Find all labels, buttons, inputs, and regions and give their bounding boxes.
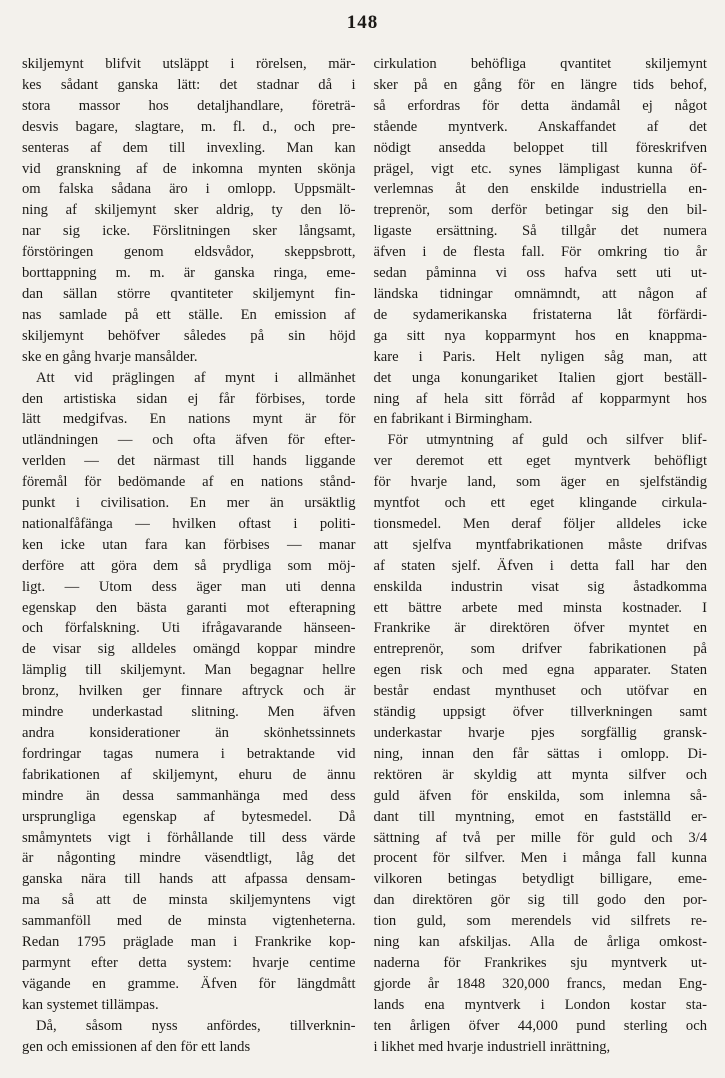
text-line: Då, såsom nyss anfördes, tillverknin-	[36, 1017, 356, 1034]
text-line: derföre att göra dem så prydliga som möj-	[22, 557, 356, 574]
text-line: den artistiska sidan ej får förbises, torde	[22, 390, 356, 407]
text-line: gjorde år 1848 320,000 francs, medan Eng-	[373, 975, 707, 992]
text-line: entreprenör, som drifver fabrikationen på	[373, 641, 707, 658]
text-line: sker på en gång för en längre tids behof,	[373, 76, 707, 93]
text-line: borttappning m. m. är ganska ringa, eme-	[22, 265, 356, 282]
text-line: vilkoren betingas betydligt billigare, eme-	[373, 871, 707, 888]
text-line: ligaste ersättning. Så tillgår det numera	[373, 223, 707, 240]
text-line: stående myntverk. Anskaffandet af det	[373, 118, 707, 135]
text-line: punkt i civilisation. En mer än ursäktlig	[22, 495, 356, 512]
text-line: sättning af två per mille för guld och 3/4	[373, 829, 707, 846]
text-line: ken icke utan fara kan förbises — manar	[22, 536, 356, 553]
text-line: ligt. — Utom dess äger man uti denna	[22, 578, 356, 595]
text-line: ning, innan den får sättas i omlopp. Di-	[373, 745, 707, 762]
text-line: bronz, hvilken ger finnare aftryck och är	[22, 683, 356, 700]
text-line: att sjelfva myntfabrikationen måste drifvas	[373, 536, 707, 553]
text-line: ga sitt nya kopparmynt hos en knappma-	[373, 327, 707, 344]
text-line: Att vid präglingen af mynt i allmänhet	[36, 369, 356, 386]
text-line: tion guld, som merendels vid silfrets re-	[373, 913, 707, 930]
text-line: procent för silfver. Men i många fall kunna	[373, 850, 707, 867]
text-line: skiljemynt blifvit utsläppt i rörelsen, mär-	[22, 56, 356, 72]
text-line: verlemnas åt den enskilde industriella en-	[373, 181, 707, 198]
text-line: nationalfåfänga — hvilken oftast i politi-	[22, 515, 356, 532]
text-line: prägel, vigt etc. synes lämpligast kunna öf-	[373, 160, 707, 177]
text-line: ning af skiljemynt sker aldrig, ty den lö-	[22, 202, 356, 219]
text-line: består endast mynthuset och utöfvar en	[373, 683, 707, 700]
text-line: utländningen — och ofta äfven för efter-	[22, 432, 356, 449]
text-line: de visar sig alldeles omängd koppar mindre	[22, 641, 356, 658]
text-line: guld äfven för enskilda, som inlemna så-	[373, 787, 707, 804]
text-line: dan direktören gör sig till godo den por-	[373, 892, 707, 909]
text-line: naderna för Frankrikes sju myntverk ut-	[373, 954, 707, 971]
text-line: nas samlade på ett ställe. En emission af	[22, 306, 356, 323]
text-line: Frankrike är direktören öfver myntet en	[373, 620, 707, 637]
text-line: kan systemet tillämpas.	[22, 996, 159, 1013]
text-line: föremål för bedömande af en nations stånd-	[22, 474, 356, 491]
text-line: verlden — det närmast till hands liggande	[22, 453, 356, 470]
text-line: ständig uppsigt öfver tillverkningen samt	[373, 704, 707, 721]
text-line: treprenör, som derför betingar sig den bil-	[373, 202, 707, 219]
left-column	[22, 54, 356, 1064]
text-line: ning af hela sitt förråd af kopparmynt hos	[373, 390, 707, 407]
text-line: fordringar tagas numera i betraktande vid	[22, 745, 356, 762]
text-line: mindre underkastad slitning. Men äfven	[22, 704, 356, 721]
text-line: sammanföll med de minsta vigtenheterna.	[22, 913, 356, 930]
text-line: ning kan afskiljas. Alla de årliga omkost-	[373, 934, 707, 951]
text-line: Redan 1795 präglade man i Frankrike kop-	[22, 934, 356, 951]
text-columns	[22, 54, 707, 1064]
text-line: dant till myntning, emot en fastställd er-	[373, 808, 707, 825]
text-line: egenskap den bästa garanti mot efterapning	[22, 599, 356, 616]
text-line: de sydamerikanska fristaterna låt förfärdi-	[373, 306, 707, 323]
text-line: äfven i de flesta fall. För omkring tio år	[373, 244, 707, 261]
text-line: om falska sådana äro i omlopp. Uppsmält-	[22, 181, 356, 198]
text-line: sedan påminna vi oss hafva sett uti ut-	[373, 265, 707, 282]
text-line: det unga konungariket Italien gjort beställ-	[373, 369, 707, 386]
text-line: andra konsiderationer än skönhetssinnets	[22, 725, 356, 741]
text-line: cirkulation behöfliga qvantitet skiljemynt	[373, 56, 707, 72]
text-line: för hvarje land, som äger en sjelfständig	[373, 474, 707, 491]
text-line: gen och emissionen af den för ett lands	[22, 1038, 251, 1055]
text-line: myntfot och ett eget klingande cirkula-	[373, 495, 707, 512]
text-line: nar sig icke. Förslitningen sker långsamt,	[22, 223, 356, 240]
text-line: underkastar hvarje pjes sorgfällig gransk-	[373, 725, 707, 741]
text-line: parmynt efter detta system: hvarje centime	[22, 954, 356, 971]
right-column	[374, 54, 708, 1064]
text-line: senteras af dem till invexling. Man kan	[22, 139, 356, 156]
text-line: kes sådant ganska lätt: det stadnar då i	[22, 76, 356, 93]
text-line: ske en gång hvarje mansålder.	[22, 348, 198, 365]
text-line: är någonting mindre väsendtligt, låg det	[22, 850, 356, 867]
text-line: vägande en gramme. Äfven för längdmått	[22, 975, 356, 992]
page-number: 148	[346, 12, 379, 33]
text-line: enskilda industrin visat sig åstadkomma	[373, 578, 707, 595]
text-line: ten årligen öfver 44,000 pund sterling och	[373, 1017, 707, 1034]
text-line: lätt medgifvas. En nations mynt är för	[22, 411, 356, 428]
text-line: förstöringen genom eldsvådor, skeppsbrott,	[22, 244, 356, 261]
text-line: lämplig till skiljemynt. Man begagnar hellre	[22, 662, 356, 679]
text-line: en fabrikant i Birmingham.	[373, 411, 533, 428]
text-line: rektören är skyldig att mynta silfver och	[373, 766, 707, 783]
text-line: tionsmedel. Men deraf följer alldeles icke	[373, 515, 707, 532]
text-line: desvis bagare, slagtare, m. fl. d., och pre-	[22, 118, 356, 135]
text-line: skiljemynt behöfver således på sin höjd	[22, 327, 356, 344]
text-line: dan sällan större qvantiteter skiljemynt fin-	[22, 285, 356, 302]
text-line: mindre än dessa sammanhänga med dess	[22, 787, 356, 804]
text-line: ett bättre arbete med minsta kostnader. I	[373, 599, 707, 616]
text-line: ursprungliga egenskap af bytesmedel. Då	[22, 808, 356, 825]
text-line: ma så att de minsta skiljemyntens vigt	[22, 892, 356, 909]
text-line: så erfordras för detta ändamål ej något	[373, 97, 707, 114]
text-line: egen risk och med egna apparater. Staten	[373, 662, 707, 679]
text-line: fabrikationen af skiljemynt, ehuru de ännu	[22, 766, 356, 783]
text-line: småmyntets vigt i förhållande till dess värde	[22, 829, 356, 846]
text-line: lands ena myntverk i London kostar sta-	[373, 996, 707, 1013]
text-line: stora massor hos detaljhandlare, företrä-	[22, 97, 356, 114]
text-line: i likhet med hvarje industriell inrättning,	[373, 1038, 611, 1055]
text-line: ländska tidningar omnämndt, att någon af	[373, 285, 707, 302]
text-line: För utmyntning af guld och silfver blif-	[387, 432, 707, 449]
text-line: nödigt ansedda beloppet till föreskrifven	[373, 139, 707, 156]
text-line: och förfalskning. Uti ifrågavarande hänseen-	[22, 620, 356, 637]
text-line: ver deremot ett eget myntverk behöfligt	[373, 453, 707, 470]
text-line: ganska nära till hands att afpassa densam-	[22, 871, 356, 888]
text-line: af staten sjelf. Äfven i detta fall har den	[373, 557, 707, 574]
text-line: kare i Paris. Helt nyligen såg man, att	[373, 348, 707, 365]
text-line: vid granskning af de inkomna mynten skönja	[22, 160, 356, 177]
